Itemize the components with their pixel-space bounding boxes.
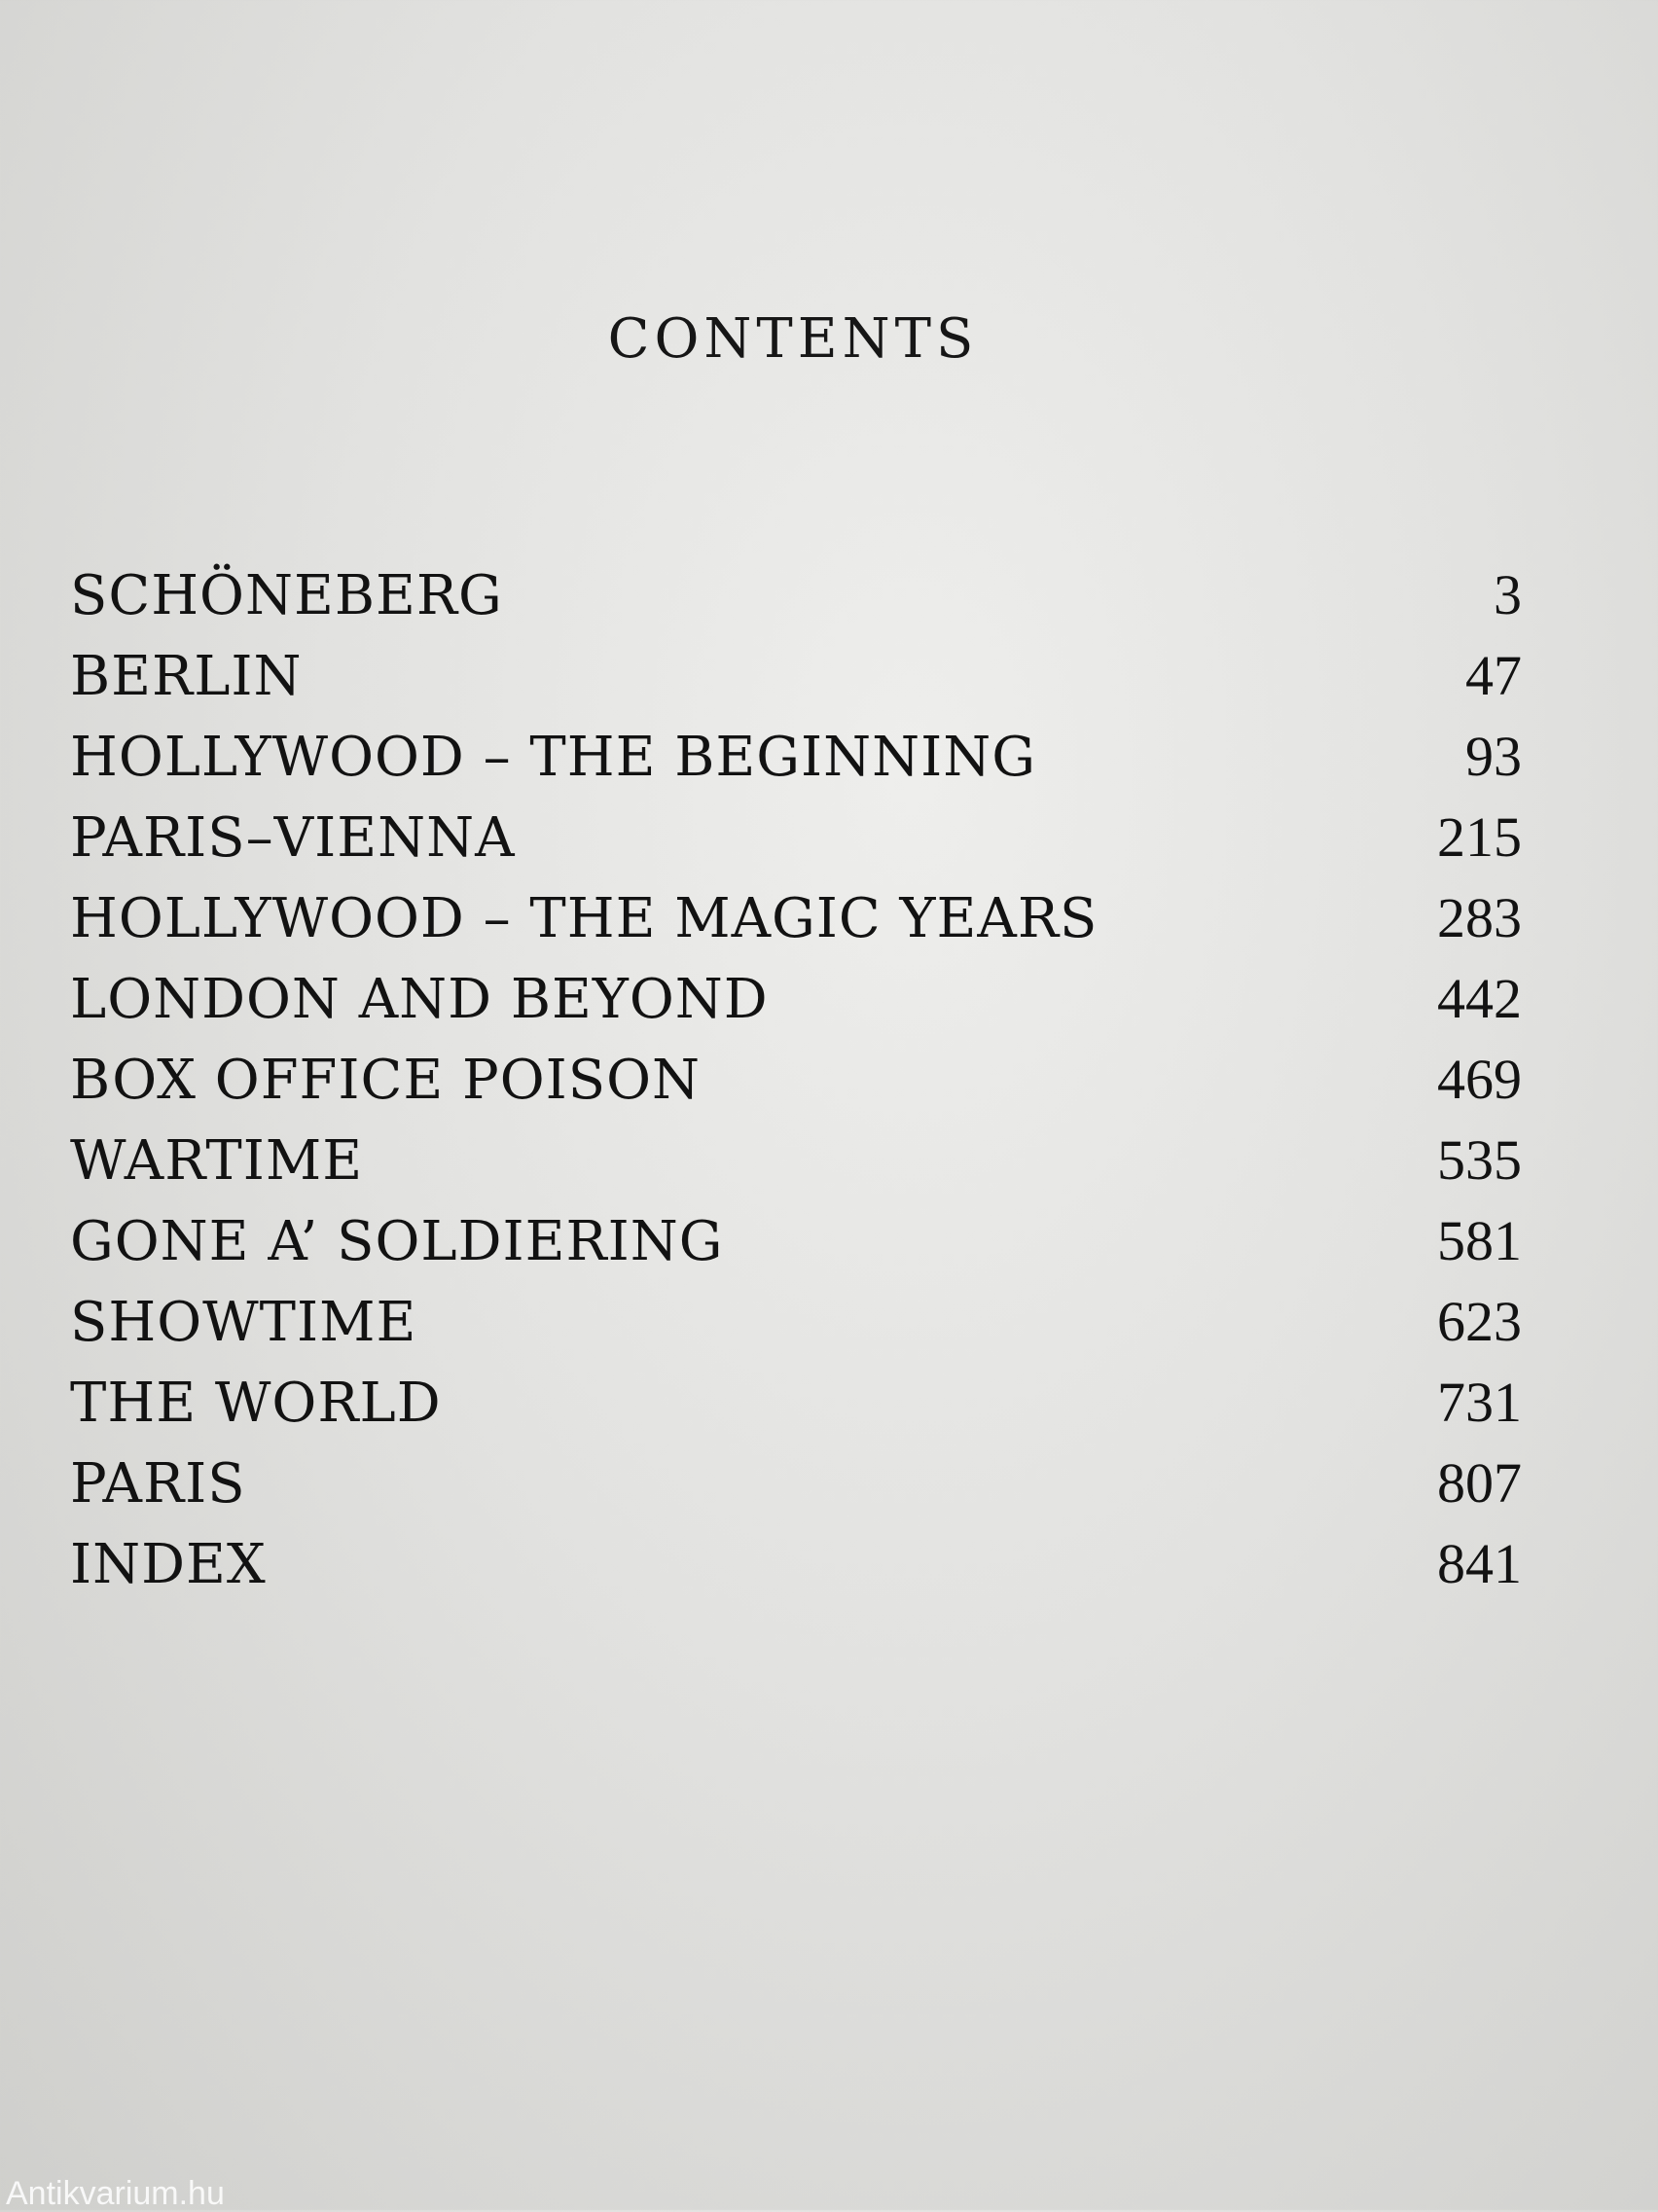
toc-entry [70, 554, 1522, 635]
toc-entry-page: 47 [1465, 644, 1522, 707]
contents-heading: CONTENTS [607, 306, 979, 371]
toc-entry [70, 716, 1522, 797]
toc-entry [70, 1523, 1522, 1604]
toc-entry-page: 3 [1494, 563, 1522, 626]
toc-entry-title: GONE A’ SOLDIERING [70, 1210, 724, 1273]
toc-entry-page: 442 [1437, 967, 1522, 1030]
toc-entry [70, 958, 1522, 1039]
toc-entry [70, 1200, 1522, 1281]
toc-entry-title: HOLLYWOOD – THE MAGIC YEARS [70, 887, 1099, 950]
toc-entry-title: HOLLYWOOD – THE BEGINNING [70, 726, 1036, 789]
toc-entry-title: PARIS [70, 1452, 246, 1516]
toc-entry-page: 623 [1437, 1290, 1522, 1353]
watermark: Antikvarium.hu [6, 2175, 225, 2212]
toc-entry-page: 581 [1437, 1209, 1522, 1272]
toc-entry-page: 807 [1437, 1451, 1522, 1515]
toc-entry [70, 1281, 1522, 1362]
table-of-contents [70, 554, 1522, 1604]
toc-entry-page: 731 [1437, 1371, 1522, 1434]
toc-entry [70, 1039, 1522, 1120]
toc-entry [70, 797, 1522, 877]
toc-entry-page: 469 [1437, 1048, 1522, 1111]
toc-entry-page: 215 [1437, 805, 1522, 869]
toc-entry [70, 635, 1522, 716]
toc-entry-title: INDEX [70, 1533, 267, 1596]
toc-entry-title: WARTIME [70, 1129, 364, 1193]
toc-entry-page: 283 [1437, 886, 1522, 949]
toc-entry [70, 1443, 1522, 1523]
toc-entry-title: THE WORLD [70, 1372, 442, 1435]
toc-entry-page: 93 [1465, 725, 1522, 788]
toc-entry-title: SHOWTIME [70, 1291, 417, 1354]
toc-entry-title: PARIS–VIENNA [70, 806, 516, 870]
toc-entry-title: BERLIN [70, 645, 303, 708]
toc-entry-title: LONDON AND BEYOND [70, 968, 769, 1031]
toc-entry-page: 535 [1437, 1128, 1522, 1192]
toc-entry [70, 1120, 1522, 1200]
toc-entry-title: SCHÖNEBERG [70, 564, 503, 627]
toc-entry-page: 841 [1437, 1532, 1522, 1595]
toc-entry [70, 877, 1522, 958]
toc-entry-title: BOX OFFICE POISON [70, 1049, 702, 1112]
toc-entry [70, 1362, 1522, 1443]
